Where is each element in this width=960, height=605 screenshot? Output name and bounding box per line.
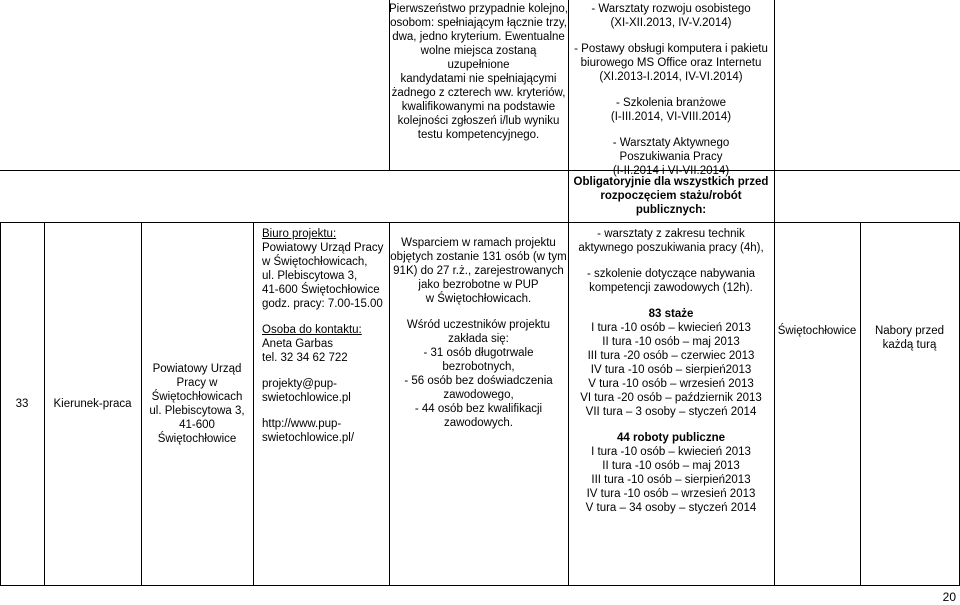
support-forms: - warsztaty z zakresu technik aktywnego poszukiwania pracy (4h), - szkolenie dotyczące nabywania kompetencji zawodowych (12h). 83 staże I tura -10 osób – kwiecień 2013 II tura -10 osób – maj 2013 III tura -20 osób – czerwiec 2013 IV tura -10 osób – sierpień2013 V tura -10 osób – wrzesień 2013 VI tura -20 osób – październik 2013 VII tura – 3 osoby – styczeń 2014 44 roboty publiczne I tura -10 osób – kwiecień 2013 II tura -10 osób – maj 2013 III tura -10 osób – sierpień2013 IV tura -10 osób – wrzesień 2013 V tura – 34 osoby – styczeń 2014 (568, 227, 774, 515)
grid-line (774, 170, 775, 222)
website-link[interactable]: http://www.pup- swietochlowice.pl/ (262, 418, 355, 444)
grid-line (253, 222, 254, 585)
email-link[interactable]: projekty@pup- swietochlowice.pl (262, 378, 351, 404)
recruitment-criteria-text: Pierwszeństwo przypadnie kolejno, osobom: spełniającym łącznie trzy, dwa, jedno kryterium. Ewentualne wolne miejsca zostaną uzupełnione kandydatami nie spełniającymi żadnego z czterech ww. kryteriów, kwalifikowanymi na podstawie kolejności zgłoszeń i/lub wyniku testu kompetencyjnego. (389, 3, 568, 141)
contact-heading: Osoba do kontaktu: (262, 324, 362, 336)
project-place: Świętochłowice (777, 325, 857, 337)
page-number: 20 (942, 590, 956, 604)
public-works-heading: 44 roboty publiczne (617, 432, 725, 444)
recruitment-schedule: Nabory przed każdą turą (874, 325, 945, 351)
row-number: 33 (15, 397, 29, 410)
target-group: Wsparciem w ramach projektu objętych zostanie 131 osób (w tym 91K) do 27 r.ż., zarejestrowanych jako bezrobotne w PUP w Świętochłowicach. Wśród uczestników projektu zakłada się: - 31 osób długotrwale bezrobotnych, - 56 osób bez doświadczenia zawodowego, - 44 osób bez kwalifikacji zawodowych. (390, 237, 567, 429)
project-name: Kierunek-praca (53, 397, 132, 410)
obligatory-heading: Obligatoryjnie dla wszystkich przed rozpoczęciem stażu/robót publicznych: (573, 176, 769, 216)
grid-line (0, 585, 960, 586)
grid-line (774, 0, 775, 170)
project-office-info: Biuro projektu: Powiatowy Urząd Pracy w Świętochłowicach, ul. Plebiscytowa 3, 41-600 Świętochłowice godz. pracy: 7.00-15.00 Osoba do kontaktu: Aneta Garbas tel. 32 34 62 722 projekty@pup- swietochlowice.pl http://www.pup- swietochlowice.pl/ (262, 227, 386, 445)
workshops-list: - Warsztaty rozwoju osobistego (XI-XII.2013, IV-V.2014) - Postawy obsługi komputera i pakietu biurowego MS Office oraz Internetu (XI.2013-I.2014, IV-VI.2014) - Szkolenia branżowe (I-III.2014, VI-VIII.2014) - Warsztaty Aktywnego Poszukiwania Pracy (I-II.2014 i VI-VII.2014) (574, 3, 768, 177)
grid-line (774, 222, 775, 585)
grid-line (0, 170, 960, 171)
office-heading: Biuro projektu: (262, 228, 337, 240)
grid-line (860, 222, 861, 585)
internships-heading: 83 staże (648, 308, 694, 320)
beneficiary: Powiatowy Urząd Pracy w Świętochłowicach ul. Plebiscytowa 3, 41-600 Świętochłowice (149, 362, 245, 445)
